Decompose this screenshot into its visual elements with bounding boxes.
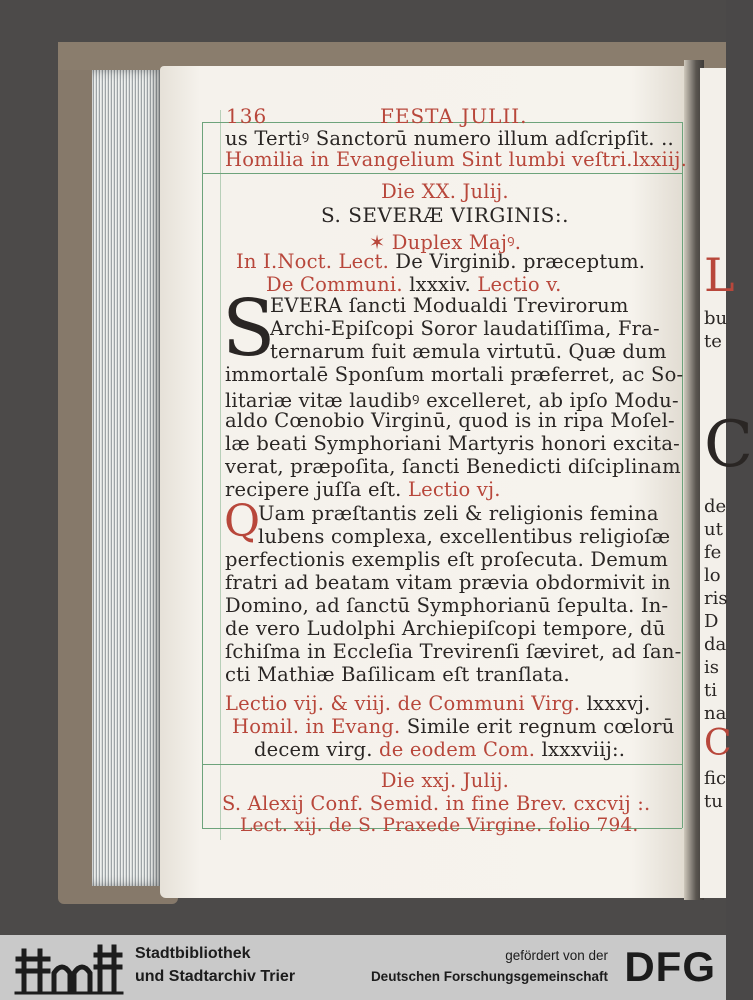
lectio-vii-line [225,692,651,715]
text-fragment: lo [704,565,721,586]
dfg-logo: DFG [624,943,716,990]
feast-title: S. SEVERÆ VIRGINIS:. [321,203,569,227]
footer-banner [0,935,726,1000]
institution-subname: und Stadtarchiv Trier [135,968,296,985]
text-fragment: is [704,657,719,678]
feast2-line: S. Alexij Conf. Semid. in fine Brev. cxcvij :. [222,792,651,815]
text-line: Archi-Epiſcopi Soror laudatiſſima, Fra- [270,317,660,340]
homil-ref: de eodem Com. [379,738,536,761]
text-line [225,478,501,501]
text-line: ſchiſma in Eccleſia Trevirenſi ſæviret, ad ſan- [225,640,682,663]
text-line: aldo Cœnobio Virginū, quod is in ripa Moſel- [225,409,675,432]
text-fragment: te [704,331,722,352]
lectio-v-label: Lectio v. [477,273,562,296]
text-line: litariæ vitæ laudibꝰ excelleret, ab ipſo Modu- [225,389,679,412]
funding-agency: Deutschen Forschungsgemeinschaft [370,969,608,984]
text-line: Uam præſtantis zeli & religionis femina [258,502,659,525]
homil-number: lxxxviij:. [541,738,626,761]
communi-line [266,273,562,296]
lectio-vii-label: Lectio vij. & viij. de Communi Virg. [225,692,581,715]
text-line: EVERA ſancti Modualdi Trevirorum [270,294,629,317]
dropcap-s: S [222,284,276,374]
text-fragment: da [704,634,727,655]
rule-foot [202,764,682,765]
homil-text: Simile erit regnum cœlorū [406,715,675,738]
homil-line [232,715,674,738]
text-fragment: L [704,248,735,302]
nocturn-text: De Virginib. præceptum. [395,250,646,273]
lectio-vi-label: Lectio vj. [407,478,501,501]
nocturn-line [236,250,645,273]
text-fragment: de [704,496,727,517]
feast-rank: ✶ Duplex Majꝰ. [368,231,522,254]
homil-line-2 [254,738,625,761]
text-line: de vero Ludolphi Archiepiſcopi tempore, dū [225,617,666,640]
text-fragment: C [704,723,732,764]
text-line: ternarum fuit æmula virtutū. Quæ dum [270,340,667,363]
text-fragment: fe [704,542,722,563]
feast2-date: Die xxj. Julij. [380,769,510,792]
text-line: verat, præpoſita, ſancti Benedicti diſciplinam [225,455,681,478]
homil-label: Homil. in Evang. [232,715,401,738]
homil-text-2: decem virg. [254,738,373,761]
text-fragment: C [704,408,753,482]
text-line: Domino, ad ſanctū Symphorianū ſepulta. In- [225,594,669,617]
text-fragment: D [704,611,719,632]
communi-number: lxxxiv. [409,273,471,296]
text-line: læ beati Symphoriani Martyris honori excita- [225,432,680,455]
text-line: us Tertiꝰ Sanctorū numero illum adſcripſit. .. [225,127,674,150]
text-fragment: ris [704,588,728,609]
page-edges [92,70,162,886]
feast2-line: Lect. xij. de S. Praxede Virgine. folio 794. [240,815,639,836]
institution-name: Stadtbibliothek [135,945,251,962]
text-line: cti Mathiæ Baſilicam eſt tranſlata. [225,663,570,686]
text-fragment: na [704,703,727,724]
stadtbibliothek-logo-icon [14,939,124,997]
text-line: lubens complexa, excellentibus religioſæ [258,525,671,548]
nocturn-label: In I.Noct. Lect. [236,250,389,273]
text-line: immortalē Sponſum mortali præferret, ac So- [225,363,684,386]
dropcap-q: Q [224,496,261,547]
right-page [700,68,753,898]
lectio-vii-number: lxxxvj. [586,692,651,715]
text-fragment: recipere juſſa eſt. [225,478,402,501]
text-line: fratri ad beatam vitam prævia obdormivit in [225,571,671,594]
running-head: FESTA JULII. [380,104,528,128]
feast-date: Die XX. Julij. [381,180,509,203]
text-fragment: bu [704,308,728,329]
communi-label: De Communi. [266,273,403,296]
page-number: 136 [226,104,268,128]
text-fragment: ti [704,680,717,701]
text-line: perfectionis exemplis eſt proſecuta. Demum [225,548,669,571]
text-line: Homilia in Evangelium Sint lumbi veſtri.lxxiij. [225,148,688,171]
text-fragment: tu [704,791,723,812]
text-fragment: fic [704,768,727,789]
text-fragment: ut [704,519,723,540]
rule-head [202,173,682,174]
funding-note: gefördert von der [505,948,608,963]
